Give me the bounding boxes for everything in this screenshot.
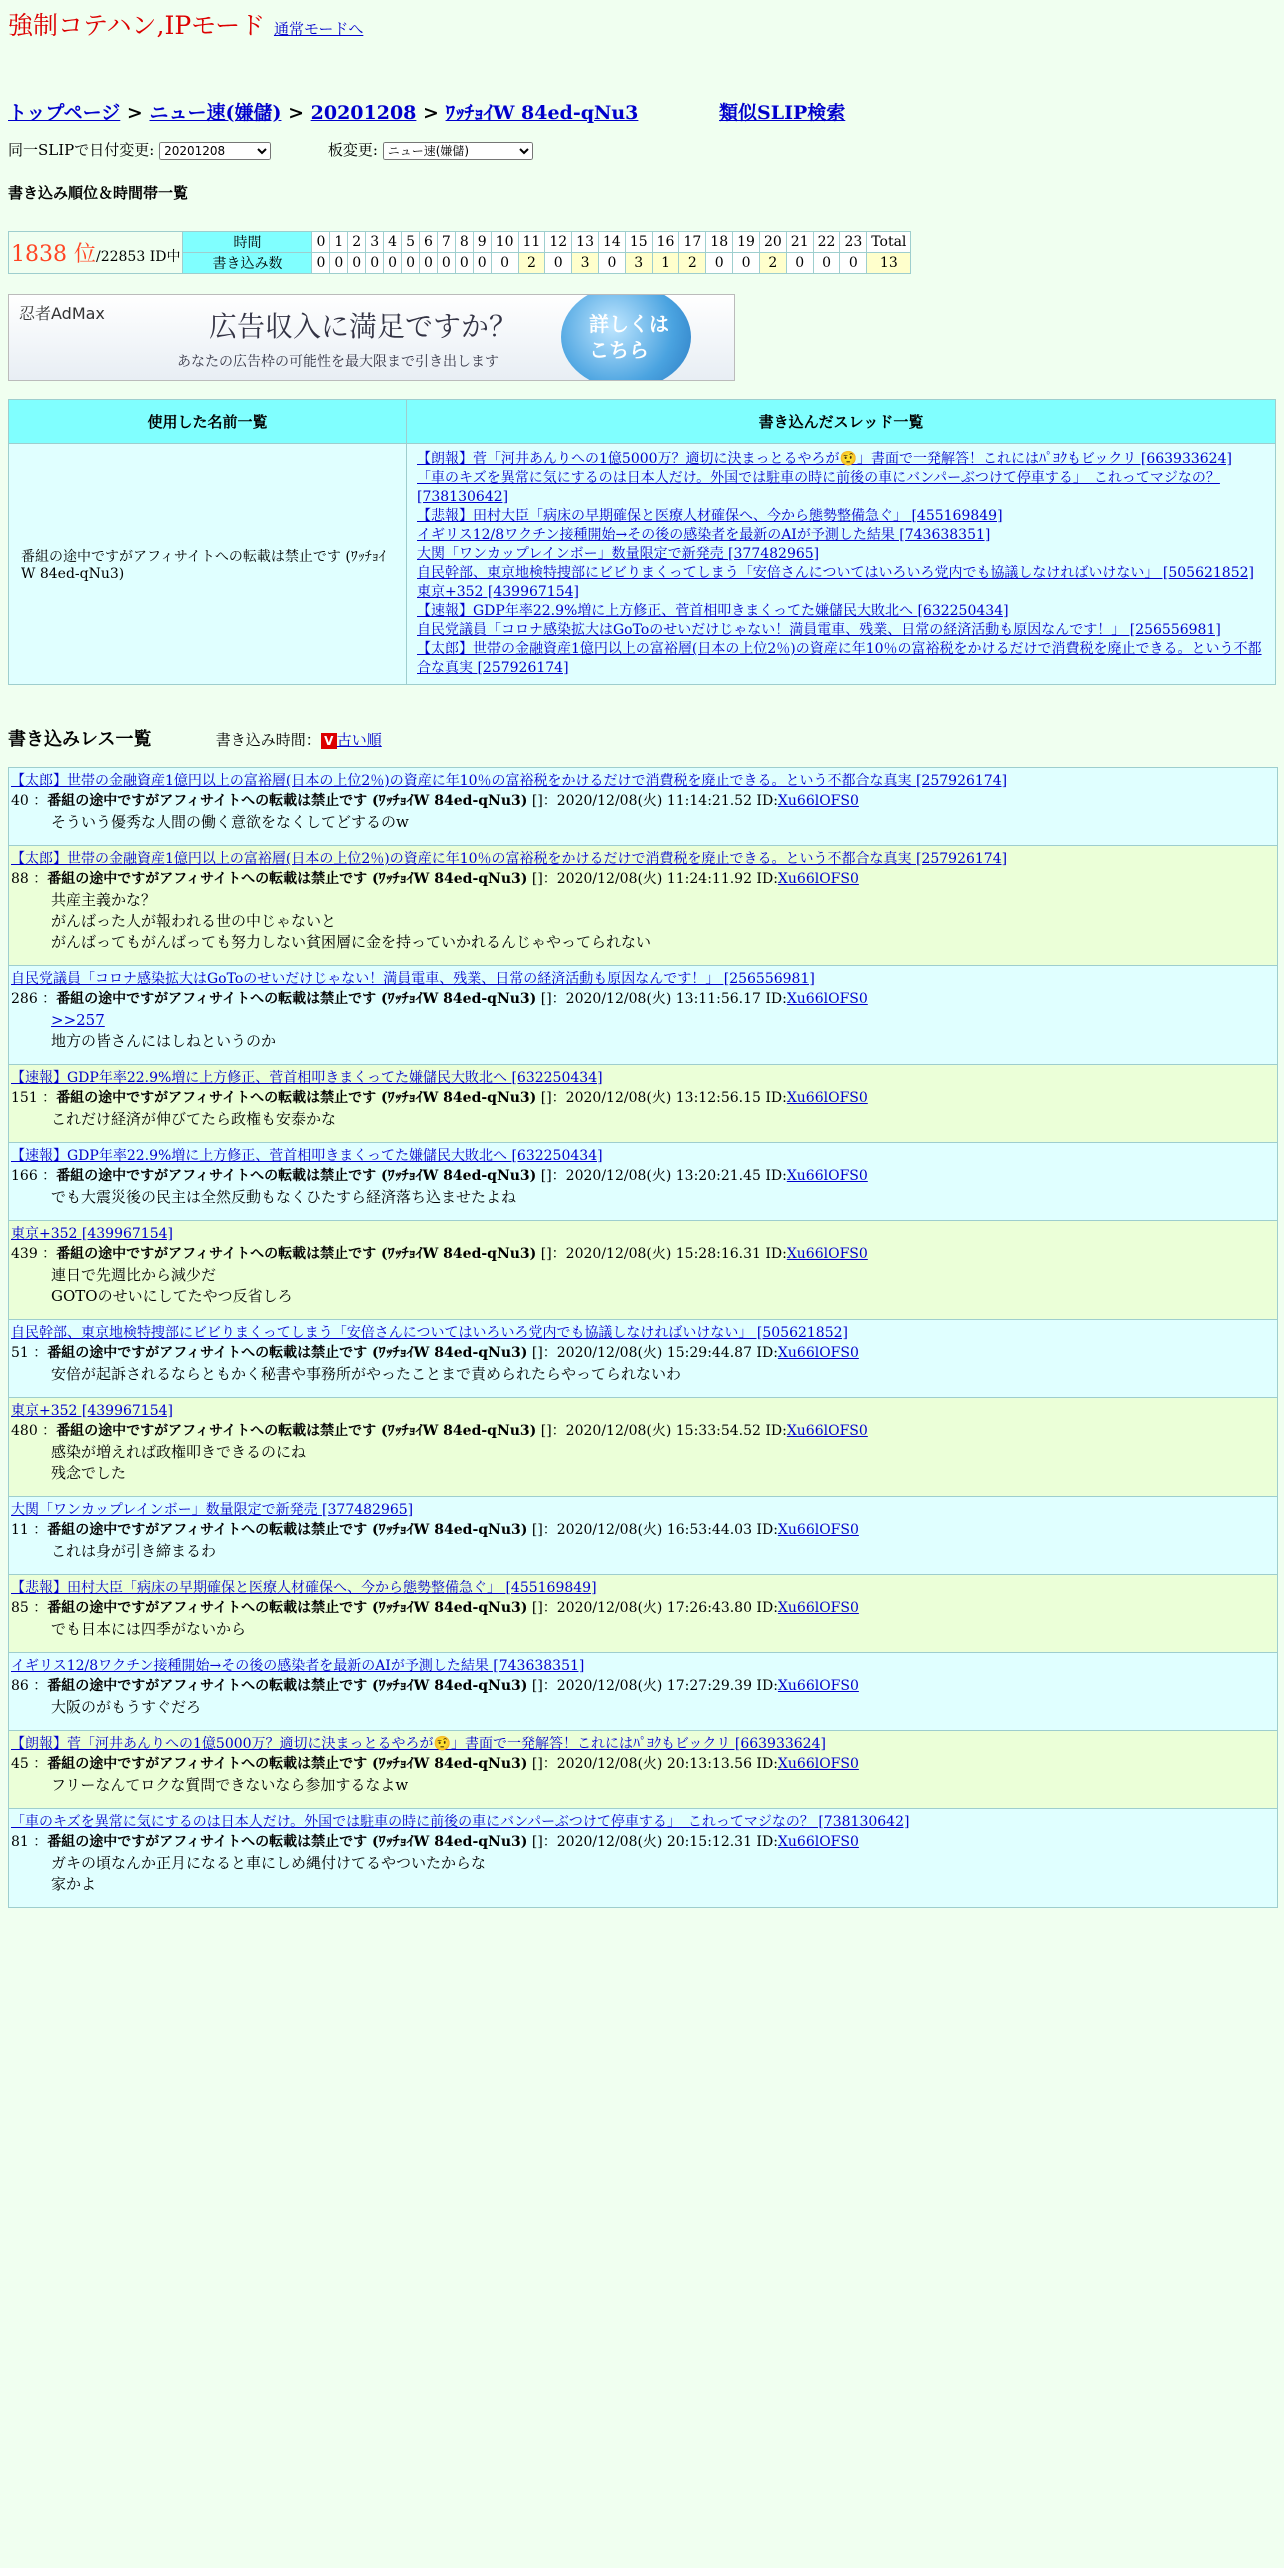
count-cell: 3 bbox=[625, 253, 652, 274]
count-cell: 0 bbox=[384, 253, 402, 274]
thread-link[interactable]: 東京+352 [439967154] bbox=[417, 584, 579, 600]
count-cell: 0 bbox=[840, 253, 867, 274]
post-thread-link[interactable]: イギリス12/8ワクチン接種開始→その後の感染者を最新のAIが予測した結果 [743638351] bbox=[11, 1658, 585, 1674]
post: 自民幹部、東京地検特捜部にビビりまくってしまう「安倍さんについてはいろいろ党内でも協議しなければいけない」 [505621852] 51 ：番組の途中ですがアフィサイトへの転載は禁止です (ﾜｯﾁｮｲW 84ed-qNu3) []：2020/12/08(火) 15:29:44.87 ID:Xu66lOFS0 安倍が起訴されるならともかく秘書や事務所がやったことまで責められたらやってられないわ bbox=[9, 1320, 1277, 1398]
post-body bbox=[51, 1619, 1277, 1640]
breadcrumb-separator: > bbox=[126, 102, 143, 124]
count-cell: 0 bbox=[545, 253, 572, 274]
post-author: 番組の途中ですがアフィサイトへの転載は禁止です (ﾜｯﾁｮｲW 84ed-qNu3) bbox=[47, 871, 528, 887]
threads-header: 書き込んだスレッド一覧 bbox=[407, 400, 1276, 444]
post-id-link[interactable]: Xu66lOFS0 bbox=[786, 1246, 868, 1262]
post-body bbox=[51, 1364, 1277, 1385]
breadcrumb-top-link[interactable]: トップページ bbox=[8, 102, 121, 124]
count-cell: 3 bbox=[572, 253, 599, 274]
post-body bbox=[51, 1697, 1277, 1718]
hour-cell: 9 bbox=[473, 232, 491, 253]
hour-cell: 10 bbox=[491, 232, 518, 253]
count-cell: 2 bbox=[679, 253, 706, 274]
post-thread-link[interactable]: 【太郎】世帯の金融資産1億円以上の富裕層(日本の上位2％)の資産に年10％の富裕税をかけるだけで消費税を廃止できる。という不都合な真実 [257926174] bbox=[11, 773, 1008, 789]
hour-cell: 22 bbox=[813, 232, 840, 253]
hour-cell: 17 bbox=[679, 232, 706, 253]
count-cell: 2 bbox=[518, 253, 545, 274]
post-line: 感染が増えれば政権叩きできるのにね bbox=[51, 1443, 307, 1461]
date-change-label: 同一SLIPで日付変更: bbox=[8, 141, 155, 159]
post-author: 番組の途中ですがアフィサイトへの転載は禁止です (ﾜｯﾁｮｲW 84ed-qNu3) bbox=[56, 1090, 537, 1106]
total-header: Total bbox=[867, 232, 911, 253]
thread-link[interactable]: 自民幹部、東京地検特捜部にビビりまくってしまう「安倍さんについてはいろいろ党内でも協議しなければいけない」 [505621852] bbox=[417, 565, 1254, 581]
post-body bbox=[51, 890, 1277, 953]
post-line: がんばった人が報われる世の中じゃないと bbox=[51, 912, 337, 930]
post-author: 番組の途中ですがアフィサイトへの転載は禁止です (ﾜｯﾁｮｲW 84ed-qNu3) bbox=[47, 1522, 528, 1538]
hour-cell: 4 bbox=[384, 232, 402, 253]
post-thread-link[interactable]: 東京+352 [439967154] bbox=[11, 1403, 173, 1419]
post-thread-link[interactable]: 【朗報】菅「河井あんりへの1億5000万？適切に決まっとるやろが🤨」書面で一発解答！これにはﾊﾟﾖｸもビックリ [663933624] bbox=[11, 1736, 826, 1752]
count-cell: 0 bbox=[733, 253, 760, 274]
post-author: 番組の途中ですがアフィサイトへの転載は禁止です (ﾜｯﾁｮｲW 84ed-qNu3) bbox=[47, 1834, 528, 1850]
thread-link[interactable]: 【速報】GDP年率22.9%増に上方修正、菅首相叩きまくってた嫌儲民大敗北へ [632250434] bbox=[417, 603, 1009, 619]
post: 【太郎】世帯の金融資産1億円以上の富裕層(日本の上位2％)の資産に年10％の富裕税をかけるだけで消費税を廃止できる。という不都合な真実 [257926174] 88 ：番組の途中ですがアフィサイトへの転載は禁止です (ﾜｯﾁｮｲW 84ed-qNu3) []：2020/12/08(火) 11:24:11.92 ID:Xu66lOFS0 共産主義かな？ がんばった人が報われる世の中じゃないと がんばってもがんばっても努力しない貧困層に金を持っていかれるんじゃやってられない bbox=[9, 846, 1277, 966]
board-change-label: 板変更: bbox=[327, 141, 378, 159]
hour-cell: 7 bbox=[437, 232, 455, 253]
post: 【朗報】菅「河井あんりへの1億5000万？適切に決まっとるやろが🤨」書面で一発解答！これにはﾊﾟﾖｸもビックリ [663933624] 45 ：番組の途中ですがアフィサイトへの転載は禁止です (ﾜｯﾁｮｲW 84ed-qNu3) []：2020/12/08(火) 20:13:13.56 ID:Xu66lOFS0 フリーなんてロクな質問できないなら参加するなよw bbox=[9, 1731, 1277, 1809]
ad-title: 広告収入に満足ですか？ bbox=[209, 310, 518, 343]
post-thread-link[interactable]: 自民党議員「コロナ感染拡大はGoToのせいだけじゃない！満員電車、残業、日常の経済活動も原因なんです！」 [256556981] bbox=[11, 971, 815, 987]
sort-label: 書き込み時間： bbox=[215, 731, 321, 749]
posts-heading bbox=[8, 725, 1276, 751]
sort-order bbox=[216, 731, 382, 749]
post-author: 番組の途中ですがアフィサイトへの転載は禁止です (ﾜｯﾁｮｲW 84ed-qNu3) bbox=[56, 1246, 537, 1262]
hour-cell: 19 bbox=[733, 232, 760, 253]
post-id-link[interactable]: Xu66lOFS0 bbox=[777, 793, 859, 809]
post-body bbox=[51, 1109, 1277, 1130]
thread-list bbox=[407, 444, 1276, 685]
thread-link[interactable]: 【朗報】菅「河井あんりへの1億5000万？適切に決まっとるやろが🤨」書面で一発解答！これにはﾊﾟﾖｸもビックリ [663933624] bbox=[417, 451, 1232, 467]
names-header: 使用した名前一覧 bbox=[9, 400, 407, 444]
used-name: 番組の途中ですがアフィサイトへの転載は禁止です (ﾜｯﾁｮｲW 84ed-qNu3) bbox=[9, 444, 407, 685]
post-number: 51 bbox=[11, 1345, 29, 1361]
date-select[interactable] bbox=[159, 142, 271, 160]
count-cell: 0 bbox=[330, 253, 348, 274]
post-meta: []：2020/12/08(火) 11:14:21.52 ID: bbox=[527, 793, 778, 809]
post-body bbox=[51, 812, 1277, 833]
mode-bar bbox=[8, 6, 1276, 46]
post-meta: []：2020/12/08(火) 16:53:44.03 ID: bbox=[527, 1522, 778, 1538]
post-thread-link[interactable]: 【太郎】世帯の金融資産1億円以上の富裕層(日本の上位2％)の資産に年10％の富裕税をかけるだけで消費税を廃止できる。という不都合な真実 [257926174] bbox=[11, 851, 1008, 867]
count-cell: 0 bbox=[312, 253, 330, 274]
post-number: 480 bbox=[11, 1423, 38, 1439]
post-author: 番組の途中ですがアフィサイトへの転載は禁止です (ﾜｯﾁｮｲW 84ed-qNu3) bbox=[47, 793, 528, 809]
post-id-link[interactable]: Xu66lOFS0 bbox=[777, 1678, 859, 1694]
ad-logo: 忍者AdMax bbox=[19, 304, 105, 323]
hour-cell: 2 bbox=[348, 232, 366, 253]
post-line: 共産主義かな？ bbox=[51, 891, 157, 909]
post-thread-link[interactable]: 【速報】GDP年率22.9%増に上方修正、菅首相叩きまくってた嫌儲民大敗北へ [632250434] bbox=[11, 1148, 603, 1164]
breadcrumb-slip-link[interactable]: ﾜｯﾁｮｲW 84ed-qNu3 bbox=[445, 102, 639, 124]
post-body bbox=[51, 1265, 1277, 1307]
post: 【速報】GDP年率22.9%増に上方修正、菅首相叩きまくってた嫌儲民大敗北へ [632250434] 151 ：番組の途中ですがアフィサイトへの転載は禁止です (ﾜｯﾁｮｲW 84ed-qNu3) []：2020/12/08(火) 13:12:56.15 ID:Xu66lOFS0 これだけ経済が伸びてたら政権も安泰かな bbox=[9, 1065, 1277, 1143]
count-cell: 0 bbox=[813, 253, 840, 274]
post: 自民党議員「コロナ感染拡大はGoToのせいだけじゃない！満員電車、残業、日常の経済活動も原因なんです！」 [256556981] 286 ：番組の途中ですがアフィサイトへの転載は禁止です (ﾜｯﾁｮｲW 84ed-qNu3) []：2020/12/08(火) 13:11:56.17 ID:Xu66lOFS0 >>257 地方の皆さんにはしねというのか bbox=[9, 966, 1277, 1065]
count-cell: 0 bbox=[402, 253, 420, 274]
count-cell: 0 bbox=[491, 253, 518, 274]
breadcrumb-date-link[interactable]: 20201208 bbox=[310, 102, 417, 124]
post-thread-link[interactable]: 東京+352 [439967154] bbox=[11, 1226, 173, 1242]
post-line: ガキの頃なんか正月になると車にしめ縄付けてるやついたからな bbox=[51, 1854, 487, 1872]
rank-cell bbox=[9, 232, 183, 274]
post: 【悲報】田村大臣「病床の早期確保と医療人材確保へ、今から態勢整備急ぐ」 [455169849] 85 ：番組の途中ですがアフィサイトへの転載は禁止です (ﾜｯﾁｮｲW 84ed-qNu3) []：2020/12/08(火) 17:26:43.80 ID:Xu66lOFS0 でも日本には四季がないから bbox=[9, 1575, 1277, 1653]
post-author: 番組の途中ですがアフィサイトへの転載は禁止です (ﾜｯﾁｮｲW 84ed-qNu3) bbox=[56, 991, 537, 1007]
post-line: 安倍が起訴されるならともかく秘書や事務所がやったことまで責められたらやってられないわ bbox=[51, 1365, 682, 1383]
count-cell: 0 bbox=[786, 253, 813, 274]
post-author: 番組の途中ですがアフィサイトへの転載は禁止です (ﾜｯﾁｮｲW 84ed-qNu3) bbox=[56, 1168, 537, 1184]
post-line: GOTOのせいにしてたやつ反省しろ bbox=[51, 1287, 293, 1305]
post-id-link[interactable]: Xu66lOFS0 bbox=[786, 1168, 868, 1184]
breadcrumb bbox=[8, 98, 1276, 125]
post: イギリス12/8ワクチン接種開始→その後の感染者を最新のAIが予測した結果 [743638351] 86 ：番組の途中ですがアフィサイトへの転載は禁止です (ﾜｯﾁｮｲW 84ed-qNu3) []：2020/12/08(火) 17:27:29.39 ID:Xu66lOFS0 大阪のがもうすぐだろ bbox=[9, 1653, 1277, 1731]
post-body bbox=[51, 1775, 1277, 1796]
post-number: 40 bbox=[11, 793, 29, 809]
post-id-link[interactable]: Xu66lOFS0 bbox=[786, 1090, 868, 1106]
post-meta: []：2020/12/08(火) 13:11:56.17 ID: bbox=[536, 991, 787, 1007]
hour-cell: 1 bbox=[330, 232, 348, 253]
ad-details-badge[interactable] bbox=[561, 294, 691, 381]
post-line: 家かよ bbox=[51, 1875, 97, 1893]
post-thread-link[interactable]: 大関「ワンカップレインボー」数量限定で新発売 [377482965] bbox=[11, 1502, 414, 1518]
post-number: 86 bbox=[11, 1678, 29, 1694]
post-author: 番組の途中ですがアフィサイトへの転載は禁止です (ﾜｯﾁｮｲW 84ed-qNu3) bbox=[47, 1345, 528, 1361]
post-id-link[interactable]: Xu66lOFS0 bbox=[777, 1600, 859, 1616]
hour-cell: 3 bbox=[366, 232, 384, 253]
hour-cell: 12 bbox=[545, 232, 572, 253]
post-author: 番組の途中ですがアフィサイトへの転載は禁止です (ﾜｯﾁｮｲW 84ed-qNu3) bbox=[47, 1756, 528, 1772]
post-number: 88 bbox=[11, 871, 29, 887]
posts-title: 書き込みレス一覧 bbox=[8, 729, 152, 750]
hour-cell: 20 bbox=[759, 232, 786, 253]
post-line: がんばってもがんばっても努力しない貧困層に金を持っていかれるんじゃやってられない bbox=[51, 933, 652, 951]
post-thread-link[interactable]: 自民幹部、東京地検特捜部にビビりまくってしまう「安倍さんについてはいろいろ党内でも協議しなければいけない」 [505621852] bbox=[11, 1325, 848, 1341]
post-meta: []：2020/12/08(火) 15:28:16.31 ID: bbox=[536, 1246, 787, 1262]
ad-banner[interactable] bbox=[8, 294, 735, 381]
post-id-link[interactable]: Xu66lOFS0 bbox=[786, 1423, 868, 1439]
post-body bbox=[51, 1541, 1277, 1562]
post-anchor-link[interactable]: >>257 bbox=[51, 1011, 105, 1029]
count-cell: 0 bbox=[455, 253, 473, 274]
post-author: 番組の途中ですがアフィサイトへの転載は禁止です (ﾜｯﾁｮｲW 84ed-qNu3) bbox=[47, 1678, 528, 1694]
post-author: 番組の途中ですがアフィサイトへの転載は禁止です (ﾜｯﾁｮｲW 84ed-qNu3) bbox=[56, 1423, 537, 1439]
rank-heading: 書き込み順位＆時間帯一覧 bbox=[8, 184, 189, 202]
count-cell: 0 bbox=[437, 253, 455, 274]
post-meta: []：2020/12/08(火) 17:26:43.80 ID: bbox=[527, 1600, 778, 1616]
hour-cell: 14 bbox=[598, 232, 625, 253]
ad-subtitle: あなたの広告枠の可能性を最大限まで引き出します bbox=[177, 354, 499, 370]
rank-table bbox=[8, 231, 911, 274]
breadcrumb-board-link[interactable]: ニュー速(嫌儲) bbox=[149, 102, 282, 124]
post-meta: []：2020/12/08(火) 20:13:13.56 ID: bbox=[527, 1756, 778, 1772]
post-meta: []：2020/12/08(火) 20:15:12.31 ID: bbox=[527, 1834, 778, 1850]
post-id-link[interactable]: Xu66lOFS0 bbox=[777, 1345, 859, 1361]
breadcrumb-separator: > bbox=[288, 102, 304, 124]
post-number: 151 bbox=[11, 1090, 38, 1106]
post: 東京+352 [439967154] 480 ：番組の途中ですがアフィサイトへの転載は禁止です (ﾜｯﾁｮｲW 84ed-qNu3) []：2020/12/08(火) 15:33:54.52 ID:Xu66lOFS0 感染が増えれば政権叩きできるのにね 残念でした bbox=[9, 1398, 1277, 1497]
post-body bbox=[51, 1010, 1277, 1052]
post-line: 大阪のがもうすぐだろ bbox=[51, 1698, 202, 1716]
thread-link[interactable]: 「車のキズを異常に気にするのは日本人だけ。外国では駐車の時に前後の車にバンパーぶつけて停車する」 これってマジなの？ [738130642] bbox=[417, 470, 1220, 505]
count-cell: 0 bbox=[706, 253, 733, 274]
post-line: 地方の皆さんにはしねというのか bbox=[51, 1032, 277, 1050]
ad-details-label: 詳しくは こちら bbox=[589, 312, 669, 362]
post: 「車のキズを異常に気にするのは日本人だけ。外国では駐車の時に前後の車にバンパーぶつけて停車する」 これってマジなの？ [738130642] 81 ：番組の途中ですがアフィサイトへの転載は禁止です (ﾜｯﾁｮｲW 84ed-qNu3) []：2020/12/08(火) 20:15:12.31 ID:Xu66lOFS0 ガキの頃なんか正月になると車にしめ縄付けてるやついたからな 家かよ bbox=[9, 1809, 1277, 1907]
post-id-link[interactable]: Xu66lOFS0 bbox=[777, 1834, 859, 1850]
post-id-link[interactable]: Xu66lOFS0 bbox=[777, 1756, 859, 1772]
count-cell: 1 bbox=[652, 253, 679, 274]
hour-cell: 15 bbox=[625, 232, 652, 253]
post: 大関「ワンカップレインボー」数量限定で新発売 [377482965] 11 ：番組の途中ですがアフィサイトへの転載は禁止です (ﾜｯﾁｮｲW 84ed-qNu3) []：2020/12/08(火) 16:53:44.03 ID:Xu66lOFS0 これは身が引き締まるわ bbox=[9, 1497, 1277, 1575]
post-meta: []：2020/12/08(火) 15:29:44.87 ID: bbox=[527, 1345, 778, 1361]
breadcrumb-separator: > bbox=[423, 102, 439, 124]
post-number: 85 bbox=[11, 1600, 29, 1616]
post-number: 45 bbox=[11, 1756, 29, 1772]
post-meta: []：2020/12/08(火) 13:12:56.15 ID: bbox=[536, 1090, 787, 1106]
post-id-link[interactable]: Xu66lOFS0 bbox=[777, 1522, 859, 1538]
post-line: フリーなんてロクな質問できないなら参加するなよw bbox=[51, 1776, 409, 1794]
post-thread-link[interactable]: 【悲報】田村大臣「病床の早期確保と医療人材確保へ、今から態勢整備急ぐ」 [455169849] bbox=[11, 1580, 597, 1596]
post-line: 連日で先週比から減少だ bbox=[51, 1266, 217, 1284]
hour-cell: 23 bbox=[840, 232, 867, 253]
post: 【速報】GDP年率22.9%増に上方修正、菅首相叩きまくってた嫌儲民大敗北へ [632250434] 166 ：番組の途中ですがアフィサイトへの転載は禁止です (ﾜｯﾁｮｲW 84ed-qNu3) []：2020/12/08(火) 13:20:21.45 ID:Xu66lOFS0 でも大震災後の民主は全然反動もなくひたすら経済落ち込ませたよね bbox=[9, 1143, 1277, 1221]
normal-mode-link[interactable]: 通常モードへ bbox=[273, 20, 364, 38]
sort-v-icon[interactable]: V bbox=[321, 733, 337, 749]
post-line: そういう優秀な人間の働く意欲をなくしてどするのw bbox=[51, 813, 409, 831]
post-number: 11 bbox=[11, 1522, 29, 1538]
thread-link[interactable]: 大関「ワンカップレインボー」数量限定で新発売 [377482965] bbox=[417, 546, 820, 562]
hour-cell: 18 bbox=[706, 232, 733, 253]
thread-link[interactable]: 【太郎】世帯の金融資産1億円以上の富裕層(日本の上位2％)の資産に年10％の富裕税をかけるだけで消費税を廃止できる。という不都合な真実 [257926174] bbox=[417, 641, 1262, 676]
total-count: 13 bbox=[867, 253, 911, 274]
post: 東京+352 [439967154] 439 ：番組の途中ですがアフィサイトへの転載は禁止です (ﾜｯﾁｮｲW 84ed-qNu3) []：2020/12/08(火) 15:28:16.31 ID:Xu66lOFS0 連日で先週比から減少だ GOTOのせいにしてたやつ反省しろ bbox=[9, 1221, 1277, 1320]
post-number: 439 bbox=[11, 1246, 38, 1262]
post-meta: []：2020/12/08(火) 11:24:11.92 ID: bbox=[527, 871, 778, 887]
hour-cell: 0 bbox=[312, 232, 330, 253]
post-meta: []：2020/12/08(火) 15:33:54.52 ID: bbox=[536, 1423, 787, 1439]
post-number: 166 bbox=[11, 1168, 38, 1184]
rank-total: /22853 ID中 bbox=[95, 249, 181, 265]
thread-link[interactable]: イギリス12/8ワクチン接種開始→その後の感染者を最新のAIが予測した結果 [743638351] bbox=[417, 527, 991, 543]
count-cell: 0 bbox=[419, 253, 437, 274]
hour-cell: 5 bbox=[402, 232, 420, 253]
count-cell: 0 bbox=[473, 253, 491, 274]
post-body bbox=[51, 1187, 1277, 1208]
count-label: 書き込み数 bbox=[183, 253, 312, 274]
post-author: 番組の途中ですがアフィサイトへの転載は禁止です (ﾜｯﾁｮｲW 84ed-qNu3) bbox=[47, 1600, 528, 1616]
hour-cell: 6 bbox=[419, 232, 437, 253]
mode-title: 強制コテハン,IPモード bbox=[8, 11, 266, 40]
post-number: 81 bbox=[11, 1834, 29, 1850]
count-cell: 2 bbox=[759, 253, 786, 274]
post: 【太郎】世帯の金融資産1億円以上の富裕層(日本の上位2％)の資産に年10％の富裕税をかけるだけで消費税を廃止できる。という不都合な真実 [257926174] 40 ：番組の途中ですがアフィサイトへの転載は禁止です (ﾜｯﾁｮｲW 84ed-qNu3) []：2020/12/08(火) 11:14:21.52 ID:Xu66lOFS0 そういう優秀な人間の働く意欲をなくしてどするのw bbox=[9, 768, 1277, 846]
post-body bbox=[51, 1853, 1277, 1895]
hour-cell: 11 bbox=[518, 232, 545, 253]
count-cell: 0 bbox=[348, 253, 366, 274]
post-line: でも日本には四季がないから bbox=[51, 1620, 247, 1638]
hour-cell: 16 bbox=[652, 232, 679, 253]
count-cell: 0 bbox=[366, 253, 384, 274]
board-select[interactable] bbox=[383, 142, 533, 160]
hour-cell: 21 bbox=[786, 232, 813, 253]
post-thread-link[interactable]: 「車のキズを異常に気にするのは日本人だけ。外国では駐車の時に前後の車にバンパーぶつけて停車する」 これってマジなの？ [738130642] bbox=[11, 1814, 910, 1830]
hour-cell: 8 bbox=[455, 232, 473, 253]
post-line: 残念でした bbox=[51, 1464, 127, 1482]
selectors bbox=[8, 139, 1276, 160]
post-thread-link[interactable]: 【速報】GDP年率22.9%増に上方修正、菅首相叩きまくってた嫌儲民大敗北へ [632250434] bbox=[11, 1070, 603, 1086]
hour-cell: 13 bbox=[572, 232, 599, 253]
post-meta: []：2020/12/08(火) 13:20:21.45 ID: bbox=[536, 1168, 787, 1184]
post-line: これは身が引き締まるわ bbox=[51, 1542, 217, 1560]
thread-link[interactable]: 自民党議員「コロナ感染拡大はGoToのせいだけじゃない！満員電車、残業、日常の経済活動も原因なんです！」 [256556981] bbox=[417, 622, 1221, 638]
sort-oldest-link[interactable]: 古い順 bbox=[336, 731, 382, 749]
time-label: 時間 bbox=[183, 232, 312, 253]
posts-list bbox=[8, 767, 1278, 1908]
count-cell: 0 bbox=[598, 253, 625, 274]
post-number: 286 bbox=[11, 991, 38, 1007]
rank-position: 1838 位 bbox=[11, 242, 96, 267]
post-id-link[interactable]: Xu66lOFS0 bbox=[777, 871, 859, 887]
post-line: でも大震災後の民主は全然反動もなくひたすら経済落ち込ませたよね bbox=[51, 1188, 517, 1206]
post-line: これだけ経済が伸びてたら政権も安泰かな bbox=[51, 1110, 337, 1128]
names-threads-table bbox=[8, 399, 1276, 685]
thread-link[interactable]: 【悲報】田村大臣「病床の早期確保と医療人材確保へ、今から態勢整備急ぐ」 [455169849] bbox=[417, 508, 1003, 524]
similar-slip-search-link[interactable]: 類似SLIP検索 bbox=[719, 102, 846, 124]
post-body bbox=[51, 1442, 1277, 1484]
post-id-link[interactable]: Xu66lOFS0 bbox=[786, 991, 868, 1007]
post-meta: []：2020/12/08(火) 17:27:29.39 ID: bbox=[527, 1678, 778, 1694]
